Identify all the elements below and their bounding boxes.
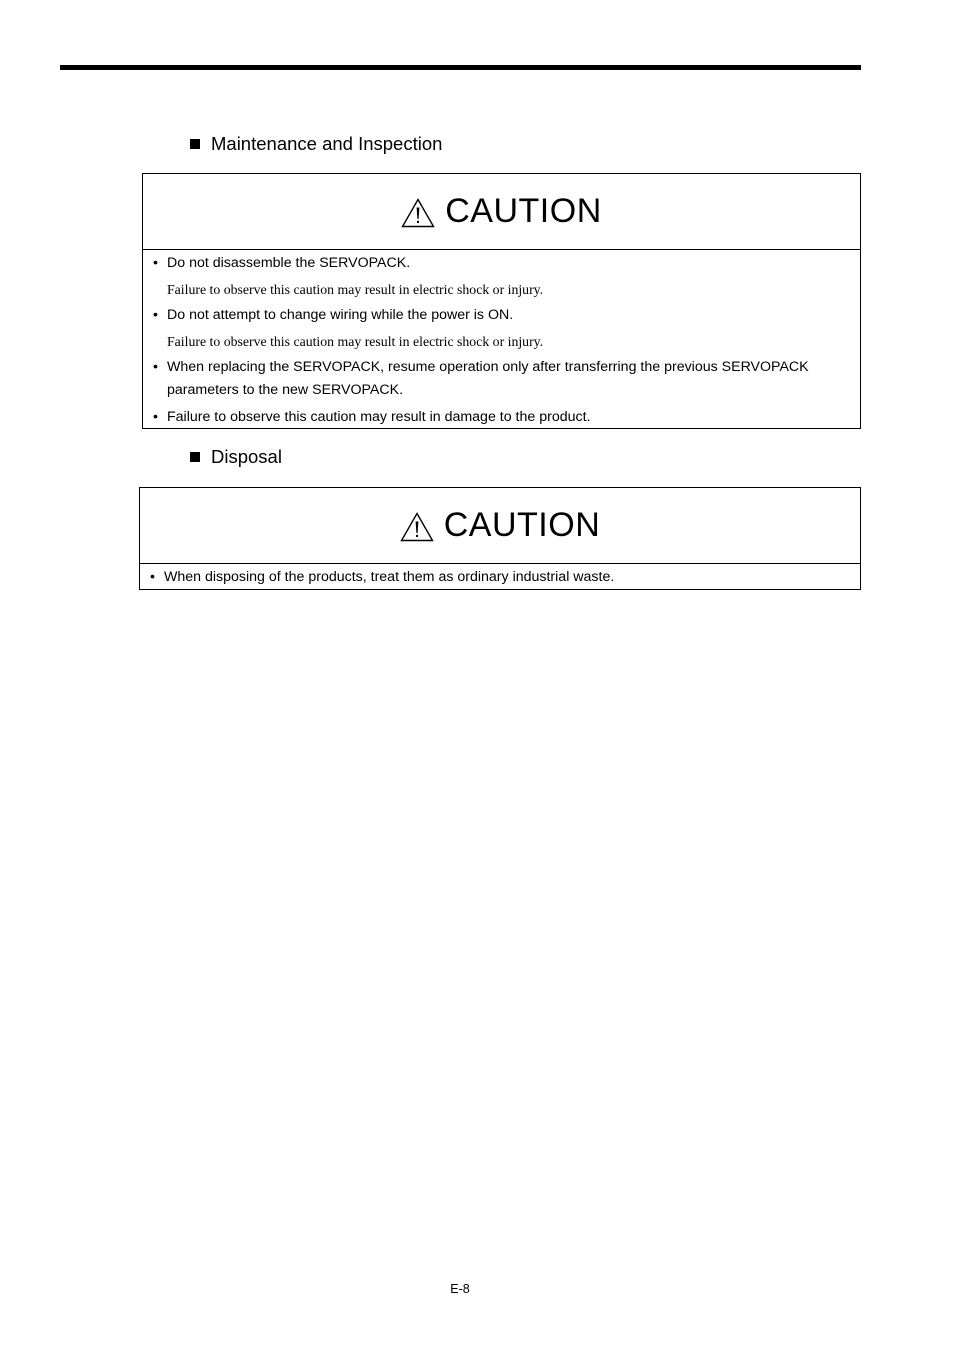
caution-item-text: When disposing of the products, treat them as ordinary industrial waste. [164,569,615,585]
square-bullet-icon [190,452,200,462]
caution-header [140,488,860,564]
caution-title: CAUTION [443,506,601,544]
warning-triangle-icon [401,198,435,228]
bullet: • [150,569,155,585]
section-heading-text: Disposal [211,446,282,467]
warning-triangle-icon [400,512,434,542]
caution-item [143,252,860,275]
header-rule [60,65,861,70]
caution-item [143,356,860,402]
caution-item [140,566,860,589]
caution-box-disposal [139,487,861,590]
caution-item-text: Do not disassemble the SERVOPACK. [167,255,411,271]
caution-item-note: Failure to observe this caution may result in electric shock or injury. [167,282,544,297]
caution-item [143,304,860,327]
caution-body [143,250,860,429]
section-heading-disposal [190,446,282,468]
bullet: • [153,409,158,425]
caution-title: CAUTION [445,192,602,230]
page-number: E-8 [450,1282,470,1296]
caution-header [143,174,860,250]
section-heading-maintenance [190,133,442,155]
caution-item-text: When replacing the SERVOPACK, resume operation only after transferring the previous SERVOPACK parameters to the new SERVOPACK. [167,359,809,398]
caution-item [143,406,860,429]
bullet: • [153,359,158,375]
bullet: • [153,255,158,271]
caution-item-note: Failure to observe this caution may result in electric shock or injury. [167,334,544,349]
square-bullet-icon [190,139,200,149]
caution-item-text: Failure to observe this caution may result in damage to the product. [167,409,591,425]
caution-body [140,564,860,589]
caution-box-maintenance [142,173,861,429]
caution-item-text: Do not attempt to change wiring while the power is ON. [167,307,514,323]
bullet: • [153,307,158,323]
section-heading-text: Maintenance and Inspection [211,133,443,154]
